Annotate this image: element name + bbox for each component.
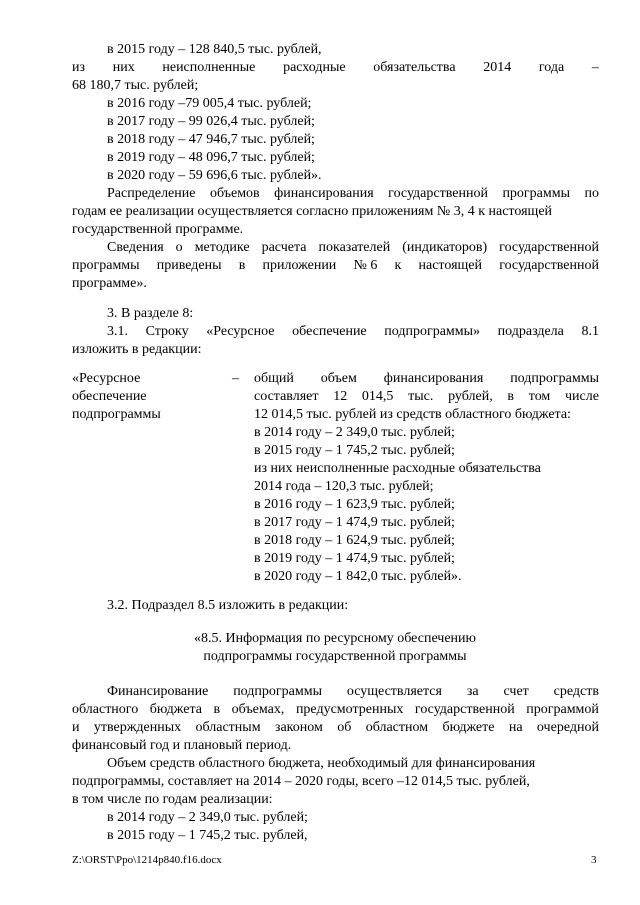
text-line: в 2014 году – 2 349,0 тыс. рублей; xyxy=(107,810,308,825)
text-line: финансовый год и плановый период. xyxy=(72,738,292,753)
word: Сведения xyxy=(107,240,164,255)
word: «Ресурсное xyxy=(206,324,275,339)
text-line: из них неисполненные расходные обязательства xyxy=(254,461,541,476)
word: очередной xyxy=(536,720,599,735)
footer-file-path: Z:\ORST\Ppo\1214p840.f16.docx xyxy=(72,854,222,866)
word: финансирования xyxy=(274,186,374,201)
justified-line xyxy=(72,719,599,737)
text-line: в 2014 году – 2 349,0 тыс. рублей; xyxy=(254,425,455,440)
word: общий xyxy=(254,371,294,386)
section-heading: 3. В разделе 8: xyxy=(107,306,194,321)
word: государственной xyxy=(499,240,599,255)
justified-line xyxy=(107,323,599,341)
word: подпрограммы» xyxy=(384,324,481,339)
word: Строку xyxy=(145,324,189,339)
subsection-title: подпрограммы государственной программы xyxy=(203,649,467,664)
word: методике xyxy=(194,240,250,255)
text-line: годам ее реализации осуществляется согласно приложениям № 3, 4 к настоящей xyxy=(72,204,553,219)
word: Финансирование xyxy=(107,684,209,699)
word: объемов xyxy=(209,186,260,201)
justified-line xyxy=(72,59,599,77)
word: по xyxy=(584,186,599,201)
word: областного xyxy=(72,702,139,717)
text-line: изложить в редакции: xyxy=(72,342,202,357)
word: законом xyxy=(274,720,323,735)
justified-line xyxy=(254,370,599,388)
word: показателей xyxy=(318,240,391,255)
word: объемах, xyxy=(231,702,285,717)
word: государственной xyxy=(499,258,599,273)
justified-line xyxy=(107,683,599,701)
word: неисполненные xyxy=(162,60,256,75)
word: подраздела xyxy=(497,324,564,339)
word: 8.1 xyxy=(581,324,599,339)
text-line: в 2020 году – 59 696,6 тыс. рублей». xyxy=(107,168,322,183)
text-line: в 2016 году –79 005,4 тыс. рублей; xyxy=(107,96,312,111)
word: 014,5 xyxy=(361,389,394,404)
word: областным xyxy=(195,720,261,735)
word: составляет xyxy=(254,389,319,404)
word: расходные xyxy=(283,60,346,75)
word: (индикаторов) xyxy=(402,240,488,255)
text-line: 68 180,7 тыс. рублей; xyxy=(72,78,199,93)
text-line: 12 014,5 тыс. рублей из средств областного бюджета: xyxy=(254,407,571,422)
text-line: в 2019 году – 48 096,7 тыс. рублей; xyxy=(107,150,315,165)
word: них xyxy=(112,60,135,75)
word: бюджета xyxy=(149,702,202,717)
word: к xyxy=(394,258,402,273)
word: подпрограммы xyxy=(510,371,599,386)
text-line: в 2016 году – 1 623,9 тыс. рублей; xyxy=(254,497,455,512)
word: в xyxy=(213,702,221,717)
word: – xyxy=(591,60,599,75)
text-line: 3.2. Подраздел 8.5 изложить в редакции: xyxy=(107,598,349,613)
text-line: в 2017 году – 99 026,4 тыс. рублей; xyxy=(107,114,315,129)
justified-line xyxy=(72,257,599,275)
word: обеспечение xyxy=(292,324,367,339)
page-number: 3 xyxy=(591,854,597,866)
text-line: в 2015 году – 1 745,2 тыс. рублей; xyxy=(254,443,455,458)
text-line: в 2015 году – 128 840,5 тыс. рублей, xyxy=(107,42,322,57)
word: об xyxy=(337,720,352,735)
word: объем xyxy=(320,371,357,386)
word: в xyxy=(507,389,515,404)
text-line: в 2018 году – 1 624,9 тыс. рублей; xyxy=(254,533,455,548)
table-dash: – xyxy=(232,371,239,386)
text-line: 2014 года – 120,3 тыс. рублей; xyxy=(254,479,434,494)
justified-line xyxy=(254,388,599,406)
word: финансирования xyxy=(383,371,484,386)
word: о xyxy=(175,240,183,255)
justified-line xyxy=(107,239,599,257)
word: из xyxy=(72,60,86,75)
word: государственной xyxy=(388,186,488,201)
word: средств xyxy=(553,684,599,699)
word: расчета xyxy=(261,240,307,255)
word: на xyxy=(508,720,523,735)
text-line: в том числе по годам реализации: xyxy=(72,792,273,807)
word: обязательства xyxy=(373,60,456,75)
word: предусмотренных xyxy=(295,702,404,717)
word: в xyxy=(238,258,246,273)
word: программой xyxy=(526,702,599,717)
text-line: Объем средств областного бюджета, необходимый для финансирования xyxy=(107,756,536,771)
word: областном xyxy=(365,720,429,735)
word: приведены xyxy=(156,258,222,273)
word: 2014 xyxy=(483,60,512,75)
word: осуществляется xyxy=(346,684,442,699)
subsection-title: «8.5. Информация по ресурсному обеспечению xyxy=(193,631,477,646)
word: подпрограммы xyxy=(233,684,322,699)
text-line: в 2015 году – 1 745,2 тыс. рублей, xyxy=(107,828,308,843)
word: счет xyxy=(503,684,529,699)
word: и xyxy=(72,720,80,735)
word: приложении xyxy=(262,258,337,273)
text-line: в 2019 году – 1 474,9 тыс. рублей; xyxy=(254,551,455,566)
justified-line xyxy=(107,185,599,203)
word: бюджете xyxy=(442,720,495,735)
text-line: подпрограммы, составляет на 2014 – 2020 годы, всего –12 014,5 тыс. рублей, xyxy=(72,774,530,789)
word: года xyxy=(538,60,565,75)
word: программы xyxy=(502,186,571,201)
word: рублей, xyxy=(448,389,493,404)
word: 12 xyxy=(333,389,348,404)
text-line: государственной программе. xyxy=(72,222,244,237)
table-label: подпрограммы xyxy=(72,407,161,422)
text-line: в 2017 году – 1 474,9 тыс. рублей; xyxy=(254,515,455,530)
word: том xyxy=(528,389,551,404)
table-label: обеспечение xyxy=(72,389,147,404)
text-line: программе». xyxy=(72,276,147,291)
word: за xyxy=(466,684,479,699)
word: утвержденных xyxy=(93,720,182,735)
justified-line xyxy=(72,701,599,719)
word: тыс. xyxy=(408,389,434,404)
word: 3.1. xyxy=(107,324,128,339)
table-label: «Ресурсное xyxy=(72,371,141,386)
word: настоящей xyxy=(418,258,483,273)
word: программы xyxy=(72,258,140,273)
word: государственной xyxy=(414,702,515,717)
word: № 6 xyxy=(353,258,378,273)
text-line: в 2018 году – 47 946,7 тыс. рублей; xyxy=(107,132,315,147)
word: Распределение xyxy=(107,186,196,201)
text-line: в 2020 году – 1 842,0 тыс. рублей». xyxy=(254,569,462,584)
word: числе xyxy=(565,389,599,404)
